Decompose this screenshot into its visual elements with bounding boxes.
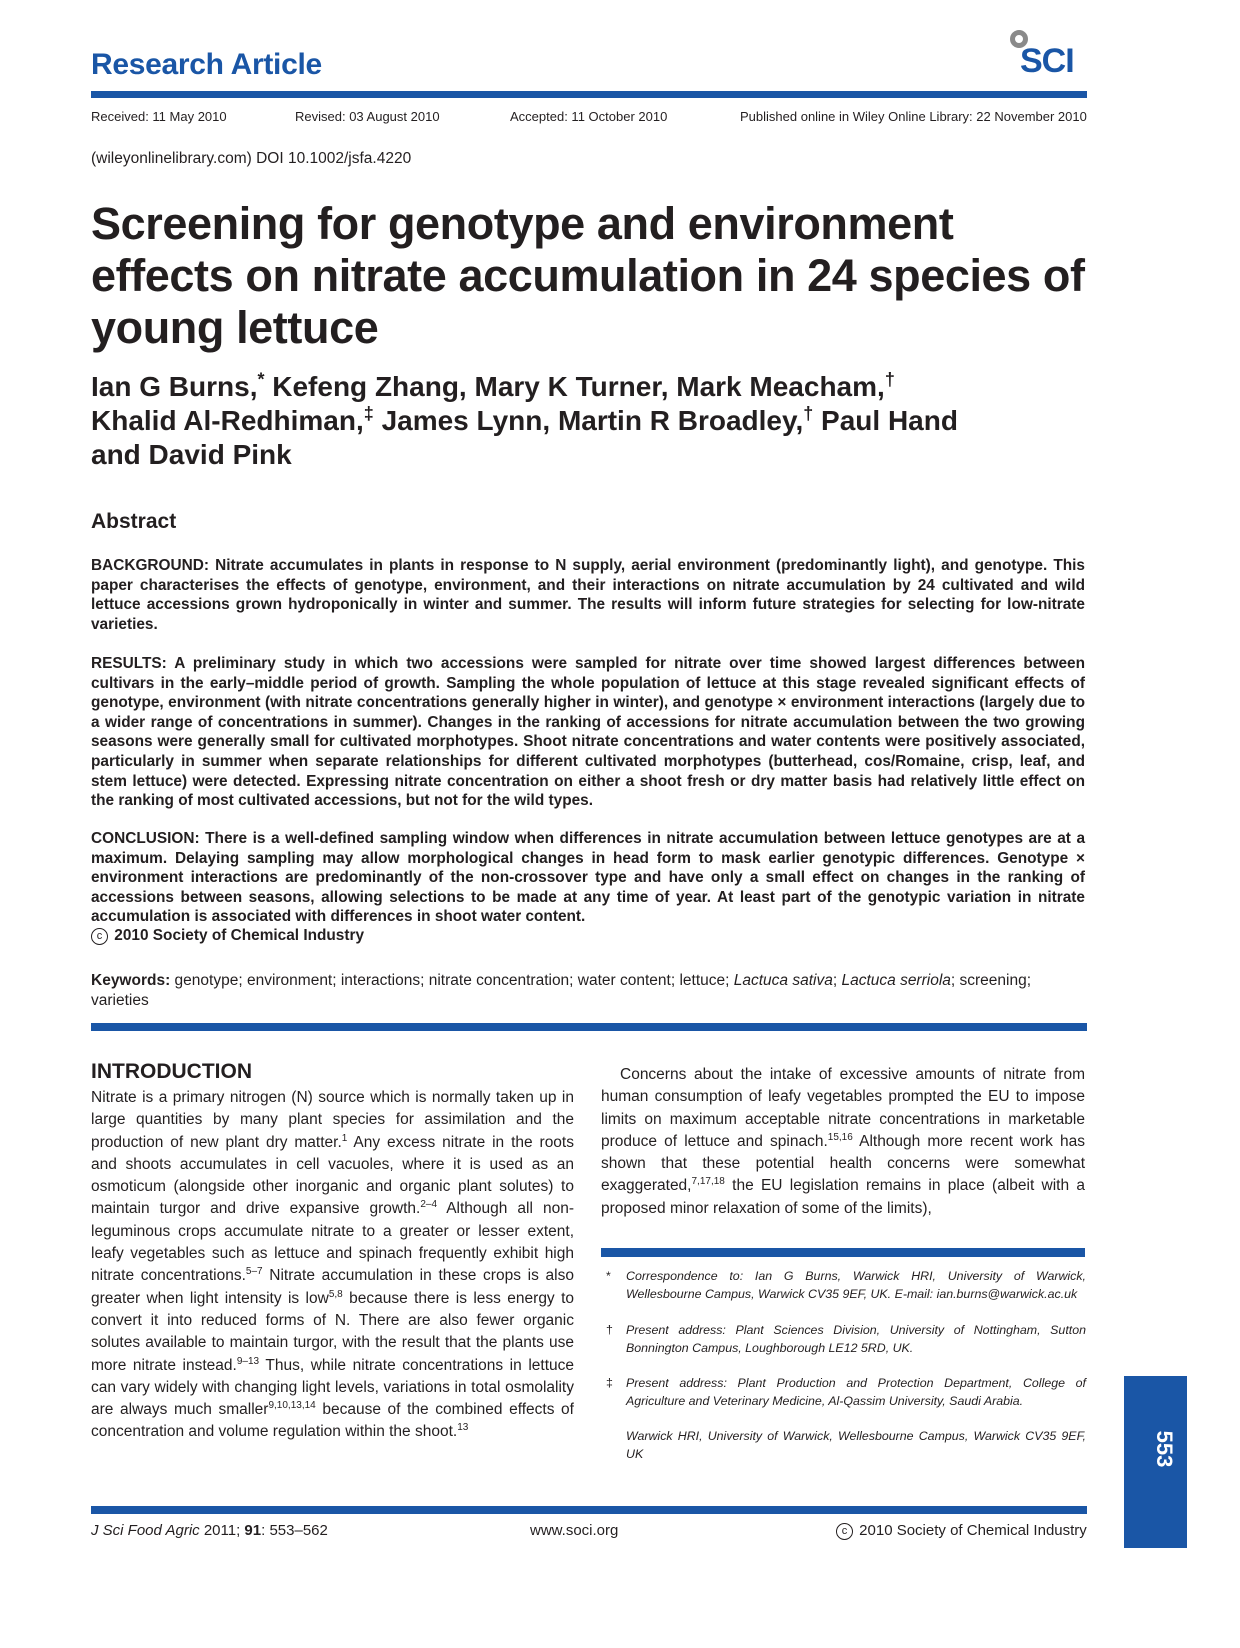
author-name: Paul Hand — [821, 405, 958, 436]
introduction-heading: INTRODUCTION — [91, 1060, 252, 1083]
author-name: Khalid Al-Redhiman, — [91, 405, 364, 436]
page-number-tab — [1124, 1376, 1187, 1548]
background-text: Nitrate accumulates in plants in response to N supply, aerial environment (predominantly light), and genotype. This paper characterises the effects of genotype, environment, and their interactions on nitrate accumulation by 24 cultivated and wild lettuce accessions grown hydroponically in winter and summer. The results will inform future strategies for selecting for low-nitrate varieties. — [91, 557, 1085, 633]
sci-logo — [1010, 30, 1090, 80]
footnote-mark: † — [606, 1323, 613, 1337]
keywords — [91, 971, 1085, 1011]
footer-copyright-text: 2010 Society of Chemical Industry — [859, 1522, 1087, 1539]
footnote-rule — [601, 1248, 1085, 1257]
citation-ref[interactable]: 9,10,13,14 — [268, 1400, 316, 1411]
revised-date: Revised: 03 August 2010 — [295, 109, 440, 124]
author-name: Mark Meacham, — [676, 371, 885, 402]
footer-rule — [91, 1506, 1087, 1514]
article-title: Screening for genotype and environment effects on nitrate accumulation in 24 species of young lettuce — [91, 198, 1085, 353]
citation-ref[interactable]: 5–7 — [245, 1266, 263, 1278]
keywords-text-1: genotype; environment; interactions; nitrate concentration; water content; lettuce; — [170, 972, 734, 989]
introduction-left-column — [91, 1087, 574, 1444]
footnote-present-address-1 — [606, 1322, 1086, 1357]
abstract-results — [91, 654, 1085, 811]
copyright-icon: c — [91, 928, 108, 945]
body-text: Concerns about the intake of excessive amounts of nitrate from human consumption of leafy vegetables prompted the EU to impose limits on maximum acceptable nitrate concentrations in marketable produce of lettuce and spinach. — [601, 1066, 1085, 1150]
abstract-background — [91, 556, 1085, 634]
author-name: Ian G Burns, — [91, 371, 258, 402]
conclusion-label: CONCLUSION: — [91, 830, 200, 847]
keywords-italic-2: Lactuca serriola — [841, 972, 951, 989]
abstract-copyright-text: 2010 Society of Chemical Industry — [114, 927, 365, 944]
keywords-text-2: ; screening; varieties — [91, 972, 1032, 1009]
body-text: Although more recent work has shown that these potential health concerns were somewhat exaggerated, — [601, 1132, 1085, 1195]
keywords-label: Keywords: — [91, 972, 171, 989]
citation-ref[interactable]: 15,16 — [827, 1131, 853, 1143]
footnote-present-address-2 — [606, 1375, 1086, 1410]
logo-text: SCI — [1020, 42, 1074, 80]
footnote-correspondence — [606, 1268, 1086, 1303]
body-text: Nitrate accumulation in these crops is also greater when light intensity is low — [91, 1267, 574, 1307]
body-text: Any excess nitrate in the roots and shoots accumulates in cell vacuoles, where it is used as an osmoticum (alongside other inorganic and organic plant solutes) to maintain turgor and drive expansive growth. — [91, 1133, 574, 1218]
abstract-heading: Abstract — [91, 510, 177, 533]
background-label: BACKGROUND: — [91, 557, 209, 574]
footnote-text: Present address: Plant Sciences Division, University of Nottingham, Sutton Bonnington Campus, Loughborough LE12 5RD, UK. — [626, 1323, 1086, 1355]
keywords-italic-1: Lactuca sativa — [733, 972, 833, 989]
author-name: Martin R Broadley, — [557, 405, 804, 436]
citation-ref[interactable]: 7,17,18 — [691, 1176, 725, 1188]
footnote-mark: * — [606, 1269, 611, 1283]
author-list — [91, 370, 1091, 472]
published-date: Published online in Wiley Online Library: 22 November 2010 — [740, 109, 1087, 124]
accepted-date: Accepted: 11 October 2010 — [510, 109, 668, 124]
conclusion-text: There is a well-defined sampling window when differences in nitrate accumulation between lettuce genotypes are at a maximum. Delaying sampling may allow morphological changes in head form to mask earlier genotypic differences. Genotype × environment interactions are predominantly of the non-crossover type and have only a small effect on changes in the ranking of accessions between seasons, allowing selections to be made at any time of year. At least part of the genotypic variation in nitrate accumulation is associated with differences in shoot water content. — [91, 830, 1086, 926]
citation-ref[interactable]: 1 — [341, 1132, 348, 1144]
footnote-affiliation — [606, 1428, 1086, 1463]
body-text: Although all non-leguminous crops accumulate nitrate to a greater or lesser extent, leafy vegetables such as lettuce and spinach frequently exhibit high nitrate concentrations. — [91, 1200, 574, 1285]
footer-copyright — [836, 1522, 1087, 1540]
author-affiliation-mark: † — [803, 403, 814, 424]
citation-ref[interactable]: 2–4 — [420, 1199, 438, 1211]
footnote-text: Correspondence to: Ian G Burns, Warwick HRI, University of Warwick, Wellesbourne Campus, Warwick CV35 9EF, UK. E-mail: ian.burns@warwick.ac.uk — [626, 1269, 1086, 1301]
page-number: 553 — [1152, 1430, 1177, 1468]
author-name: and David Pink — [91, 439, 292, 470]
author-name: Kefeng Zhang, — [272, 371, 467, 402]
author-affiliation-mark: † — [884, 369, 895, 390]
author-name: James Lynn, — [381, 405, 551, 436]
body-text: Nitrate is a primary nitrogen (N) source which is normally taken up in large quantities by many plant species for assimilation and the production of new plant dry matter. — [91, 1089, 574, 1151]
citation-ref[interactable]: 13 — [457, 1422, 469, 1434]
header-rule — [91, 91, 1087, 98]
body-text: because of the combined effects of concentration and volume regulation within the shoot. — [91, 1401, 574, 1441]
doi-line[interactable]: (wileyonlinelibrary.com) DOI 10.1002/jsfa.4220 — [91, 150, 412, 167]
results-label: RESULTS: — [91, 655, 167, 672]
journal-name: J Sci Food Agric — [91, 1522, 200, 1539]
author-name: Mary K Turner, — [474, 371, 669, 402]
journal-pages: : 553–562 — [261, 1522, 328, 1539]
body-text: the EU legislation remains in place (albeit with a proposed minor relaxation of some of the limits), — [601, 1177, 1085, 1217]
author-affiliation-mark: ‡ — [363, 403, 374, 424]
copyright-icon: c — [836, 1523, 853, 1540]
abstract-conclusion — [91, 829, 1085, 927]
footnote-mark: ‡ — [606, 1376, 613, 1390]
results-text: A preliminary study in which two accessions were sampled for nitrate over time showed largest differences between cultivars in the early–middle period of growth. Sampling the whole population of lettuce at this stage revealed significant effects of genotype, environment (with nitrate concentrations generally higher in winter), and genotype × environment interactions (largely due to a wider range of concentrations in summer). Changes in the ranking of accessions for nitrate accumulation between the two growing seasons were generally small for cultivated morphotypes. Shoot nitrate concentrations and water contents were positively associated, particularly in summer when separate relationships for different cultivated morphotypes (butterhead, cos/Romaine, crisp, leaf, and stem lettuce) were detected. Expressing nitrate concentration on either a shoot fresh or dry matter basis had relatively little effect on the ranking of most cultivated accessions, but not for the wild types. — [91, 655, 1085, 810]
footnote-text: Warwick HRI, University of Warwick, Wellesbourne Campus, Warwick CV35 9EF, UK — [626, 1429, 1086, 1461]
footer-url-link[interactable]: www.soci.org — [530, 1522, 619, 1539]
keywords-sep: ; — [832, 972, 842, 989]
section-rule — [91, 1023, 1087, 1031]
body-text: Thus, while nitrate concentrations in lettuce can vary widely with changing light levels, variations in total osmolality are always much smaller — [91, 1356, 574, 1419]
journal-year: 2011; — [199, 1522, 245, 1539]
received-date: Received: 11 May 2010 — [91, 109, 227, 124]
citation-ref[interactable]: 9–13 — [236, 1355, 260, 1367]
author-affiliation-mark: * — [257, 369, 265, 390]
journal-volume: 91 — [244, 1522, 262, 1539]
article-type-label: Research Article — [91, 48, 322, 81]
introduction-right-column — [601, 1064, 1085, 1220]
citation-ref[interactable]: 5,8 — [328, 1288, 343, 1300]
body-text: because there is less energy to convert it into reduced forms of N. There are also fewer organic solutes available to maintain turgor, with the result that the plants use more nitrate instead. — [91, 1289, 574, 1374]
footnote-text: Present address: Plant Production and Protection Department, College of Agriculture and Veterinary Medicine, Al-Qassim University, Saudi Arabia. — [626, 1376, 1086, 1408]
abstract-copyright — [91, 927, 364, 945]
footer-citation — [91, 1522, 328, 1539]
